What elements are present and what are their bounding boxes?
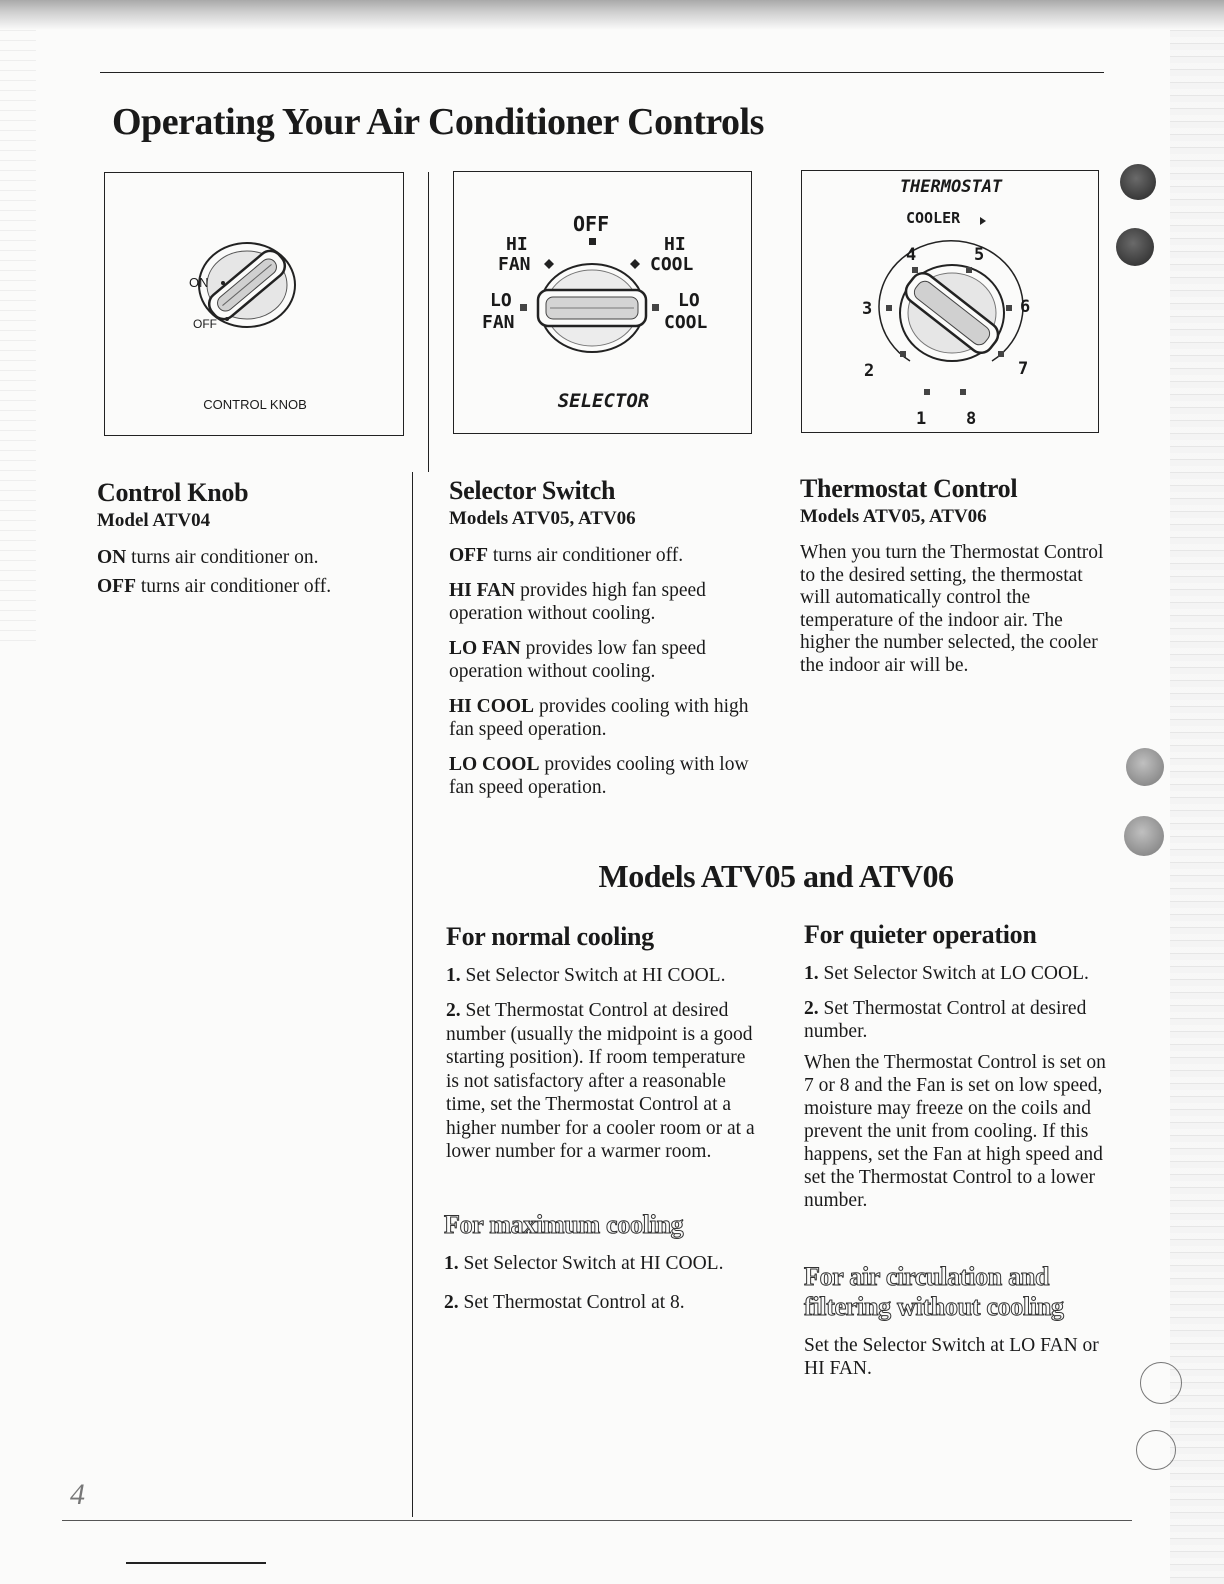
maximum-cooling-section [444, 1210, 756, 1326]
bottom-mark [126, 1562, 266, 1564]
thermostat-n2: 2 [864, 361, 875, 381]
selector-lo-cool-1: LO [678, 290, 700, 311]
selector-switch-section [449, 476, 749, 811]
selector-lo-fan-2: FAN [482, 312, 515, 333]
air-circulation-heading [804, 1262, 1116, 1322]
selector-item: OFF turns air conditioner off. [449, 545, 684, 566]
selector-item: LO FAN provides low fan speed operation without cooling. [449, 638, 706, 682]
quieter-step-1: 1. Set Selector Switch at LO COOL. [804, 963, 1089, 984]
scan-right-edge [1170, 30, 1224, 1584]
thermostat-control-heading: Thermostat Control [800, 474, 1018, 503]
column-divider-lower [412, 472, 413, 1517]
control-knob-item: ON turns air conditioner on. [97, 547, 319, 568]
quieter-step-2: 2. Set Thermostat Control at desired number. [804, 998, 1087, 1042]
thermostat-n5: 5 [974, 245, 985, 265]
normal-cooling-heading: For normal cooling [446, 922, 654, 951]
binder-hole [1136, 1430, 1176, 1470]
column-divider-upper [428, 172, 429, 472]
selector-item: LO COOL provides cooling with low fan speed operation. [449, 754, 749, 798]
bottom-rule [62, 1520, 1132, 1521]
normal-cooling-step-1: 1. Set Selector Switch at HI COOL. [446, 965, 726, 986]
air-circulation-body: Set the Selector Switch at LO FAN or HI FAN. [804, 1335, 1099, 1379]
binder-hole [1120, 164, 1156, 200]
thermostat-n8: 8 [966, 409, 977, 429]
knob-on-label: ON [189, 275, 209, 290]
maximum-cooling-step-2: 2. Set Thermostat Control at 8. [444, 1292, 685, 1313]
air-circulation-heading-2: filtering without cooling [804, 1292, 1064, 1321]
selector-lo-fan-1: LO [490, 290, 512, 311]
selector-lo-cool-2: COOL [664, 312, 708, 333]
models-section-title: Models ATV05 and ATV06 [598, 858, 954, 894]
normal-cooling-section [446, 922, 758, 1176]
selector-off-label: OFF [573, 212, 610, 236]
binder-hole [1140, 1362, 1182, 1404]
scan-left-edge [0, 30, 36, 650]
thermostat-n6: 6 [1020, 297, 1031, 317]
selector-caption: SELECTOR [557, 390, 650, 412]
air-circulation-section [804, 1262, 1116, 1392]
thermostat-n3: 3 [862, 299, 873, 319]
thermostat-cooler-label: COOLER [906, 209, 961, 227]
thermostat-n1: 1 [916, 409, 927, 429]
selector-switch-model: Models ATV05, ATV06 [449, 508, 636, 529]
knob-off-label: OFF [193, 317, 217, 331]
maximum-cooling-step-1: 1. Set Selector Switch at HI COOL. [444, 1253, 724, 1274]
scan-top-band [0, 0, 1224, 30]
quieter-operation-heading: For quieter operation [804, 920, 1037, 949]
thermostat-control-model: Models ATV05, ATV06 [800, 506, 987, 527]
control-knob-figure [104, 172, 404, 436]
selector-figure [453, 171, 752, 434]
control-knob-model: Model ATV04 [97, 510, 211, 531]
binder-hole [1124, 816, 1164, 856]
top-rule [100, 72, 1104, 73]
control-knob-section [97, 478, 397, 610]
selector-switch-heading: Selector Switch [449, 476, 616, 505]
knob-caption: CONTROL KNOB [203, 397, 307, 412]
quieter-operation-section [804, 920, 1116, 1224]
selector-item: HI COOL provides cooling with high fan speed operation. [449, 696, 749, 740]
page-title: Operating Your Air Conditioner Controls [112, 101, 764, 143]
thermostat-figure [801, 170, 1099, 433]
selector-hi-cool-2: COOL [650, 254, 694, 275]
thermostat-n4: 4 [906, 245, 917, 265]
selector-hi-cool-1: HI [664, 234, 686, 255]
thermostat-n7: 7 [1018, 359, 1029, 379]
thermostat-control-body: When you turn the Thermostat Control to the desired setting, the thermostat will automatically control the temperature of the indoor air. The higher the number selected, the cooler the indoor air will be. [800, 542, 1104, 676]
binder-hole [1116, 228, 1154, 266]
air-circulation-heading-1: For air circulation and [804, 1262, 1050, 1291]
normal-cooling-step-2: 2. Set Thermostat Control at desired number (usually the midpoint is a good starting position). If room temperature is not satisfactory after a reasonable time, set the Thermostat Control at a higher number for a cooler room or at a lower number for a warmer room. [446, 1000, 755, 1162]
selector-item: HI FAN provides high fan speed operation without cooling. [449, 580, 706, 624]
control-knob-item: OFF turns air conditioner off. [97, 576, 332, 597]
maximum-cooling-heading: For maximum cooling [444, 1210, 684, 1239]
control-knob-heading: Control Knob [97, 478, 249, 507]
thermostat-title: THERMOSTAT [899, 177, 1003, 197]
page-number: 4 [70, 1478, 85, 1511]
selector-hi-fan-2: FAN [498, 254, 531, 275]
selector-hi-fan-1: HI [506, 234, 528, 255]
quieter-note: When the Thermostat Control is set on 7 or 8 and the Fan is set on low speed, moisture may freeze on the coils and prevent the unit from cooling. If this happens, set the Fan at high speed and set the Thermostat Control to a lower number. [804, 1052, 1106, 1211]
binder-hole [1126, 748, 1164, 786]
thermostat-control-section [800, 474, 1112, 689]
